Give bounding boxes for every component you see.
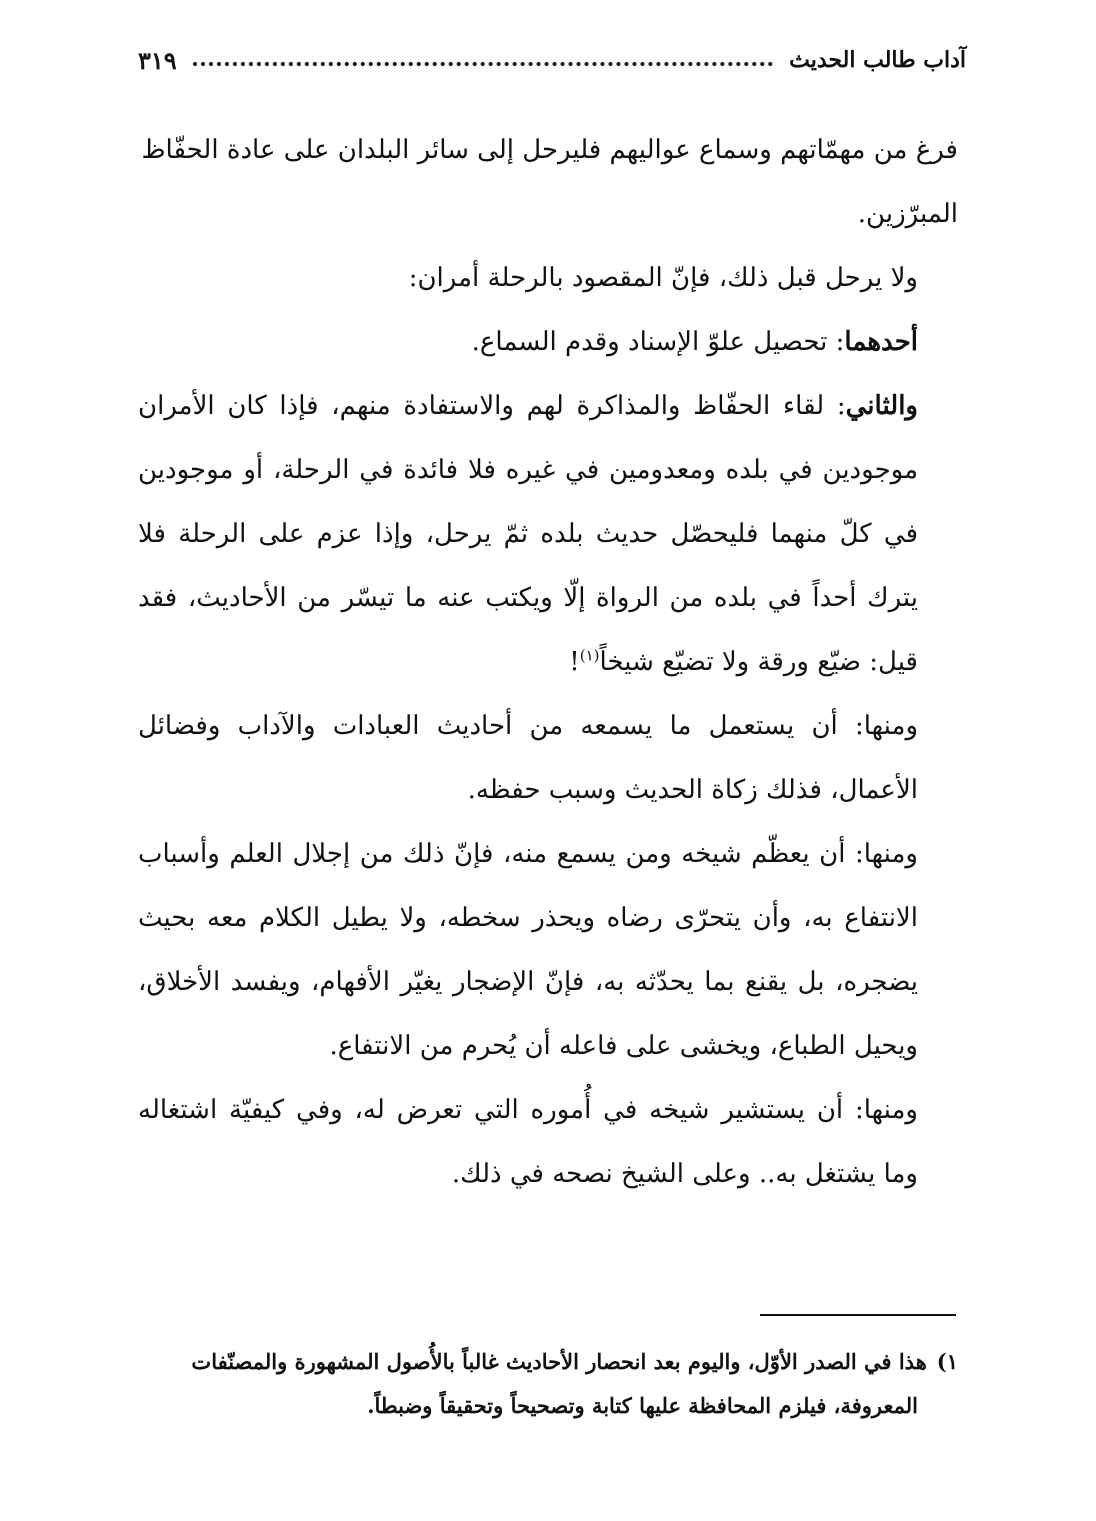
paragraph-text: ومنها: أن يستعمل ما يسمعه من أحاديث العبادات والآداب وفضائل الأعمال، فذلك زكاة الحديث وسبب حفظه. [138, 711, 918, 805]
paragraph-text: ولا يرحل قبل ذلك، فإنّ المقصود بالرحلة أمران: [408, 263, 918, 293]
running-title: آداب طالب الحديث [789, 47, 966, 73]
paragraph-continuation [138, 118, 958, 246]
header-dot-leader [193, 62, 773, 66]
paragraph [138, 694, 958, 822]
footnote-line [138, 1340, 958, 1384]
paragraph [138, 246, 958, 310]
footnote-reference: (١) [579, 646, 600, 665]
paragraph-text: ومنها: أن يعظّم شيخه ومن يسمع منه، فإنّ ذلك من إجلال العلم وأسباب الانتفاع به، وأن يتحرّى رضاه ويحذر سخطه، ولا يطيل الكلام معه بحيث يضجره، بل يقنع بما يحدّثه به، فإنّ الإضجار يغيّر الأفهام، ويفسد الأخلاق، ويحيل الطباع، ويخشى على فاعله أن يُحرم من الانتفاع. [138, 839, 918, 1061]
paragraph-text: : لقاء الحفّاظ والمذاكرة لهم والاستفادة منهم، فإذا كان الأمران موجودين في بلده ومعدومين في غيره فلا فائدة في الرحلة، أو موجودين في كلّ منهما فليحصّل حديث بلده ثمّ يرحل، وإذا عزم على الرحلة فلا يترك أحداً في بلده من الرواة إلّا ويكتب عنه ما تيسّر من الأحاديث، فقد قيل: ضيّع ورقة ولا تضيّع شيخاً [138, 391, 918, 677]
paragraph [138, 822, 958, 1078]
footnote-line [138, 1384, 958, 1428]
paragraph-text: : تحصيل علوّ الإسناد وقدم السماع. [471, 327, 845, 357]
footnote-number: ١) [936, 1349, 958, 1374]
footnote-text: هذا في الصدر الأوّل، واليوم بعد انحصار الأحاديث غالباً بالأُصول المشهورة والمصنّفات [191, 1349, 927, 1374]
paragraph [138, 1078, 958, 1206]
footnotes [138, 1340, 958, 1428]
paragraph-lead-word: والثاني [845, 391, 918, 421]
paragraph-second-purpose [138, 374, 958, 694]
page-number: ٣١٩ [138, 45, 177, 75]
footnote-text: المعروفة، فيلزم المحافظة عليها كتابة وتصحيحاً وتحقيقاً وضبطاً. [367, 1393, 918, 1418]
paragraph-text: ومنها: أن يستشير شيخه في أُموره التي تعرض له، وفي كيفيّة اشتغاله وما يشتغل به.. وعلى الشيخ نصحه في ذلك. [138, 1095, 918, 1189]
running-header [138, 40, 966, 80]
paragraph-tail: ! [569, 647, 580, 677]
footnote-separator [760, 1314, 956, 1316]
paragraph-first-purpose [138, 310, 958, 374]
paragraph-text: فرغ من مهمّاتهم وسماع عواليهم فليرحل إلى سائر البلدان على عادة الحفّاظ المبرّزين. [141, 135, 958, 229]
paragraph-lead-word: أحدهما [844, 327, 918, 357]
main-text [138, 118, 958, 1206]
